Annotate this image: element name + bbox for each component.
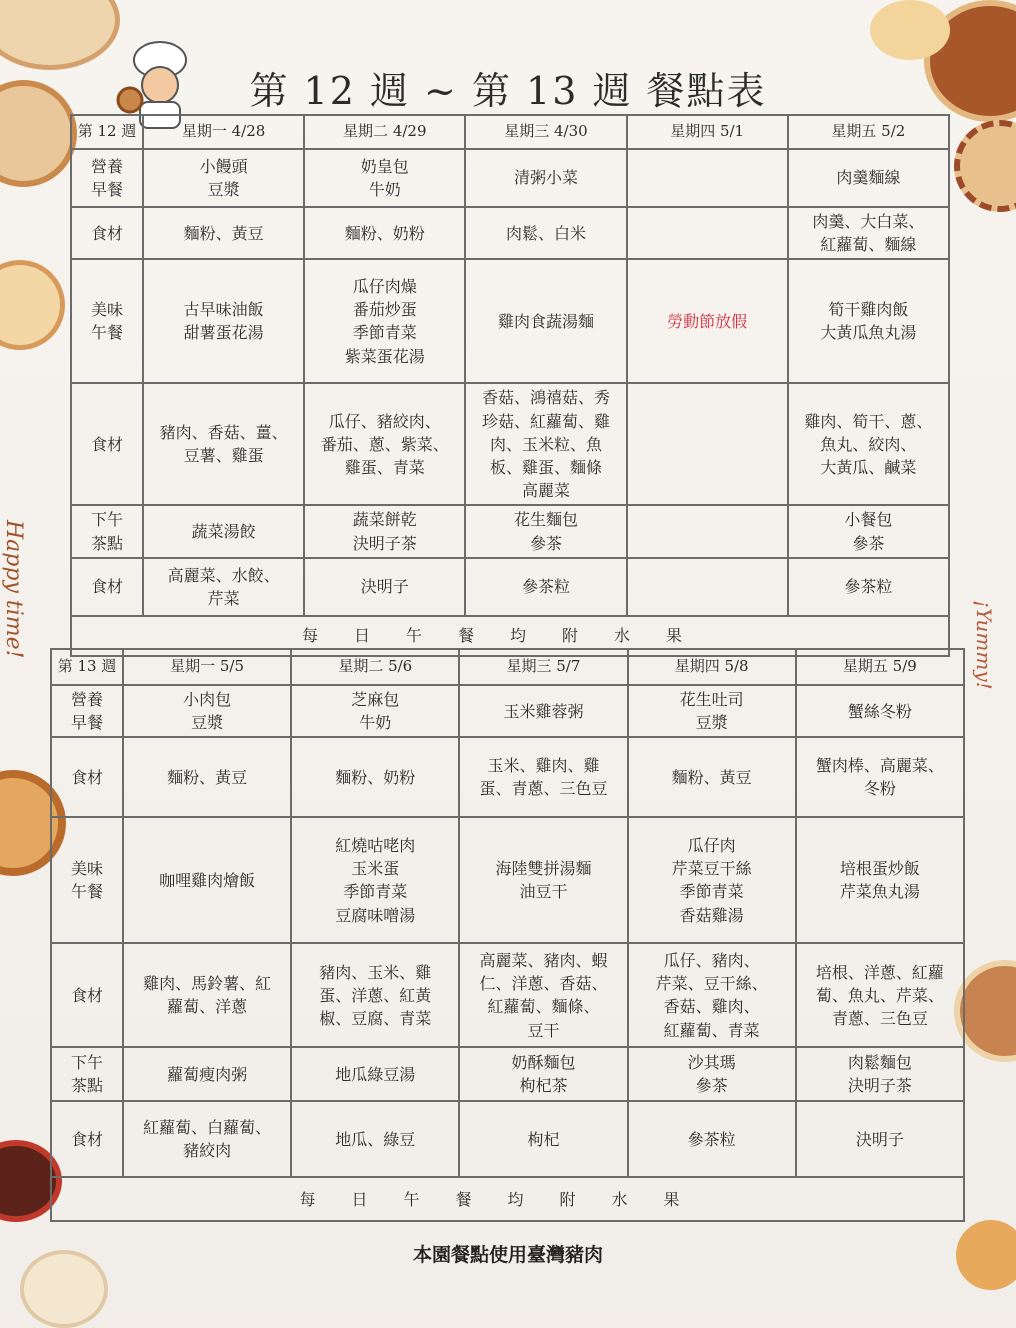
menu-cell: 雞肉、馬鈴薯、紅 蘿蔔、洋蔥	[123, 943, 291, 1047]
day-header: 星期三 5/7	[459, 649, 627, 685]
menu-cell: 肉鬆麵包 決明子茶	[796, 1047, 964, 1101]
fruit-note: 每日午餐均附水果	[71, 616, 949, 656]
row-label: 下午 茶點	[51, 1047, 123, 1101]
menu-cell: 枸杞	[459, 1101, 627, 1177]
menu-cell: 參茶粒	[788, 558, 949, 616]
menu-cell: 奶皇包 牛奶	[304, 149, 465, 207]
lunch-row	[51, 817, 964, 943]
row-label: 食材	[71, 383, 143, 505]
menu-cell: 蔬菜餅乾 決明子茶	[304, 505, 465, 557]
row-label: 下午 茶點	[71, 505, 143, 557]
menu-cell	[627, 149, 788, 207]
menu-cell: 紅燒咕咾肉 玉米蛋 季節青菜 豆腐味噌湯	[291, 817, 459, 943]
biscuit-illustration	[954, 120, 1016, 212]
menu-cell	[627, 207, 788, 259]
week-13-header-row	[51, 649, 964, 685]
row-label: 營養 早餐	[51, 685, 123, 737]
row-label: 營養 早餐	[71, 149, 143, 207]
menu-cell: 小饅頭 豆漿	[143, 149, 304, 207]
menu-cell: 海陸雙拼湯麵 油豆干	[459, 817, 627, 943]
snack-ingredients-row	[71, 558, 949, 616]
week-13-table	[50, 648, 965, 1222]
menu-cell: 培根、洋蔥、紅蘿 蔔、魚丸、芹菜、 青蔥、三色豆	[796, 943, 964, 1047]
row-label: 食材	[71, 558, 143, 616]
menu-cell: 決明子	[796, 1101, 964, 1177]
menu-cell: 古早味油飯 甜薯蛋花湯	[143, 259, 304, 383]
day-header: 星期三 4/30	[465, 115, 626, 149]
snack-row	[71, 505, 949, 557]
week-label: 第 13 週	[51, 649, 123, 685]
fruit-note: 每日午餐均附水果	[51, 1177, 964, 1221]
menu-cell: 麵粉、黃豆	[143, 207, 304, 259]
day-header: 星期一 5/5	[123, 649, 291, 685]
lunch-ingredients-row	[51, 943, 964, 1047]
day-header: 星期五 5/2	[788, 115, 949, 149]
menu-cell: 高麗菜、豬肉、蝦 仁、洋蔥、香菇、 紅蘿蔔、麵條、 豆干	[459, 943, 627, 1047]
menu-cell: 肉鬆、白米	[465, 207, 626, 259]
menu-cell: 地瓜綠豆湯	[291, 1047, 459, 1101]
day-header: 星期四 5/1	[627, 115, 788, 149]
row-label: 美味 午餐	[51, 817, 123, 943]
menu-cell: 瓜仔、豬肉、 芹菜、豆干絲、 香菇、雞肉、 紅蘿蔔、青菜	[628, 943, 796, 1047]
menu-cell: 豬肉、香菇、薑、 豆薯、雞蛋	[143, 383, 304, 505]
menu-cell: 奶酥麵包 枸杞茶	[459, 1047, 627, 1101]
week-12-header-row	[71, 115, 949, 149]
fruit-note-row	[51, 1177, 964, 1221]
menu-cell: 麵粉、黃豆	[628, 737, 796, 817]
menu-cell: 高麗菜、水餃、 芹菜	[143, 558, 304, 616]
menu-cell: 紅蘿蔔、白蘿蔔、 豬絞肉	[123, 1101, 291, 1177]
menu-cell: 蘿蔔瘦肉粥	[123, 1047, 291, 1101]
menu-cell: 瓜仔肉 芹菜豆干絲 季節青菜 香菇雞湯	[628, 817, 796, 943]
yummy-text: ¡Yummy!	[972, 600, 996, 690]
day-header: 星期二 4/29	[304, 115, 465, 149]
row-label: 美味 午餐	[71, 259, 143, 383]
menu-cell: 雞肉食蔬湯麵	[465, 259, 626, 383]
menu-cell: 小肉包 豆漿	[123, 685, 291, 737]
day-header: 星期一 4/28	[143, 115, 304, 149]
menu-cell: 麵粉、奶粉	[304, 207, 465, 259]
menu-cell: 小餐包 參茶	[788, 505, 949, 557]
lunch-ingredients-row	[71, 383, 949, 505]
cookie-illustration	[0, 260, 65, 350]
menu-cell: 玉米、雞肉、雞 蛋、青蔥、三色豆	[459, 737, 627, 817]
menu-cell: 瓜仔肉燥 番茄炒蛋 季節青菜 紫菜蛋花湯	[304, 259, 465, 383]
menu-cell: 肉羹、大白菜、 紅蘿蔔、麵線	[788, 207, 949, 259]
pork-origin-footer: 本園餐點使用臺灣豬肉	[412, 1244, 603, 1266]
menu-cell: 蔬菜湯餃	[143, 505, 304, 557]
menu-cell: 培根蛋炒飯 芹菜魚丸湯	[796, 817, 964, 943]
week-12-table	[70, 114, 950, 657]
row-label: 食材	[71, 207, 143, 259]
row-label: 食材	[51, 943, 123, 1047]
menu-cell	[627, 558, 788, 616]
breakfast-ingredients-row	[71, 207, 949, 259]
menu-cell: 花生麵包 參茶	[465, 505, 626, 557]
menu-cell: 麵粉、奶粉	[291, 737, 459, 817]
menu-cell: 清粥小菜	[465, 149, 626, 207]
menu-cell: 豬肉、玉米、雞 蛋、洋蔥、紅黃 椒、豆腐、青菜	[291, 943, 459, 1047]
menu-cell: 沙其瑪 參茶	[628, 1047, 796, 1101]
menu-cell: 參茶粒	[465, 558, 626, 616]
day-header: 星期二 5/6	[291, 649, 459, 685]
row-label: 食材	[51, 1101, 123, 1177]
snack-row	[51, 1047, 964, 1101]
menu-cell: 參茶粒	[628, 1101, 796, 1177]
breakfast-ingredients-row	[51, 737, 964, 817]
page-title: 第 12 週 ~ 第 13 週 餐點表	[249, 69, 767, 113]
menu-cell: 蟹肉棒、高麗菜、 冬粉	[796, 737, 964, 817]
breakfast-row	[51, 685, 964, 737]
menu-cell: 雞肉、筍干、蔥、 魚丸、絞肉、 大黃瓜、鹹菜	[788, 383, 949, 505]
menu-cell: 地瓜、綠豆	[291, 1101, 459, 1177]
holiday-cell: 勞動節放假	[627, 259, 788, 383]
menu-cell: 肉羹麵線	[788, 149, 949, 207]
day-header: 星期五 5/9	[796, 649, 964, 685]
week-label: 第 12 週	[71, 115, 143, 149]
happy-time-text: Happy time!	[1, 520, 26, 659]
menu-cell: 玉米雞蓉粥	[459, 685, 627, 737]
pastry-illustration	[870, 0, 950, 60]
menu-cell: 筍干雞肉飯 大黃瓜魚丸湯	[788, 259, 949, 383]
menu-cell: 花生吐司 豆漿	[628, 685, 796, 737]
lunch-row	[71, 259, 949, 383]
menu-cell: 決明子	[304, 558, 465, 616]
menu-cell	[627, 383, 788, 505]
menu-cell: 香菇、鴻禧菇、秀 珍菇、紅蘿蔔、雞 肉、玉米粒、魚 板、雞蛋、麵條 高麗菜	[465, 383, 626, 505]
menu-cell: 蟹絲冬粉	[796, 685, 964, 737]
menu-cell: 芝麻包 牛奶	[291, 685, 459, 737]
breakfast-row	[71, 149, 949, 207]
menu-cell: 咖哩雞肉燴飯	[123, 817, 291, 943]
menu-cell	[627, 505, 788, 557]
menu-cell: 麵粉、黃豆	[123, 737, 291, 817]
row-label: 食材	[51, 737, 123, 817]
menu-cell: 瓜仔、豬絞肉、 番茄、蔥、紫菜、 雞蛋、青菜	[304, 383, 465, 505]
snack-ingredients-row	[51, 1101, 964, 1177]
day-header: 星期四 5/8	[628, 649, 796, 685]
